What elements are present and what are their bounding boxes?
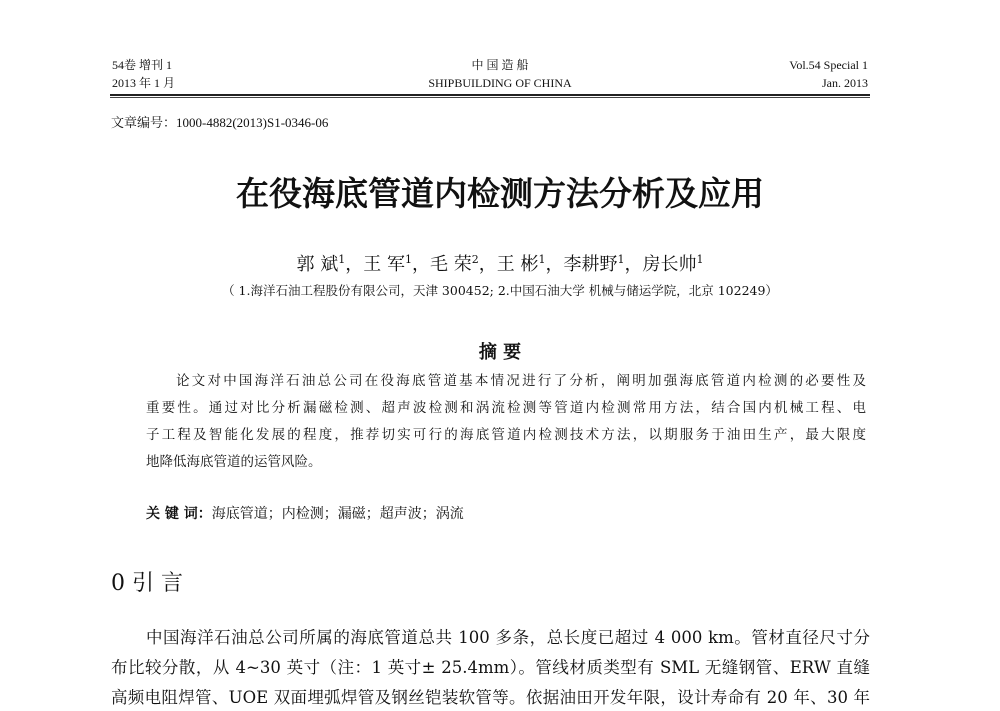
paper-title: 在役海底管道内检测方法分析及应用 (236, 174, 764, 213)
author-affiliation-mark: 1 (405, 253, 412, 266)
header-rule-thin (110, 97, 870, 98)
author: 李耕野 (563, 254, 618, 275)
author-affiliation-mark: 2 (471, 253, 479, 266)
author-affiliation-mark: 1 (538, 253, 546, 266)
publication-date: 2013 年 1 月 (112, 76, 176, 90)
header-rule (110, 94, 870, 96)
author: 王 彬 (496, 254, 539, 275)
journal-name-cn: 中 国 造 船 (471, 58, 529, 72)
affiliation: （ 1.海洋石油工程股份有限公司，天津 300452; 2.中国石油大学 机械与储运学院，北京 102249） (222, 283, 778, 298)
author: 王 军 (363, 254, 405, 275)
abstract-line: 子工程及智能化发展的程度，推荐切实可行的海底管道内检测技术方法，以期服务于油田生产，最大限度 (146, 427, 866, 443)
publication-date-en: Jan. 2013 (822, 76, 868, 90)
body-line: 中国海洋石油总公司所属的海底管道总共 100 多条，总长度已超过 4 000 km。管材直径尺寸分 (146, 628, 870, 647)
author: 毛 荣 (430, 254, 472, 275)
abstract-line: 论文对中国海洋石油总公司在役海底管道基本情况进行了分析，阐明加强海底管道内检测的必要性及 (176, 373, 866, 389)
body-line: 布比较分散，从 4~30 英寸（注：1 英寸± 25.4mm）。管线材质类型有 SML 无缝钢管、ERW 直缝 (111, 658, 870, 677)
section-heading: 0 引 言 (111, 571, 183, 596)
author-affiliation-mark: 1 (617, 253, 625, 266)
author-affiliation-mark: 1 (338, 253, 346, 266)
author: 房长帅 (642, 254, 697, 275)
author: 郭 斌 (296, 254, 339, 275)
volume-issue: 54卷 增刊 1 (112, 58, 173, 72)
journal-name-en: SHIPBUILDING OF CHINA (428, 76, 572, 90)
abstract-line: 地降低海底管道的运管风险。 (146, 454, 322, 470)
volume-issue-en: Vol.54 Special 1 (789, 58, 868, 72)
author-affiliation-mark: 1 (696, 253, 704, 266)
keywords (146, 503, 464, 523)
author-list: 郭 斌$^1$，王 军$^1$，毛 荣$^2$，王 彬$^1$，李耕野$^1$，房长帅$^1$ (296, 253, 704, 275)
article-number: 文章编号：1000-4882(2013)S1-0346-06 (111, 115, 329, 130)
keywords-label: 关 键 词： (146, 506, 212, 522)
body-line: 高频电阻焊管、UOE 双面埋弧焊管及钢丝铠装软管等。依据油田开发年限，设计寿命有 20 年、30 年 (111, 688, 870, 707)
abstract-heading: 摘 要 (478, 342, 522, 363)
keywords-value: 海底管道；内检测；漏磁；超声波；涡流 (211, 506, 464, 522)
abstract-line: 重要性。通过对比分析漏磁检测、超声波检测和涡流检测等管道内检测常用方法，结合国内机械工程、电 (146, 400, 866, 416)
